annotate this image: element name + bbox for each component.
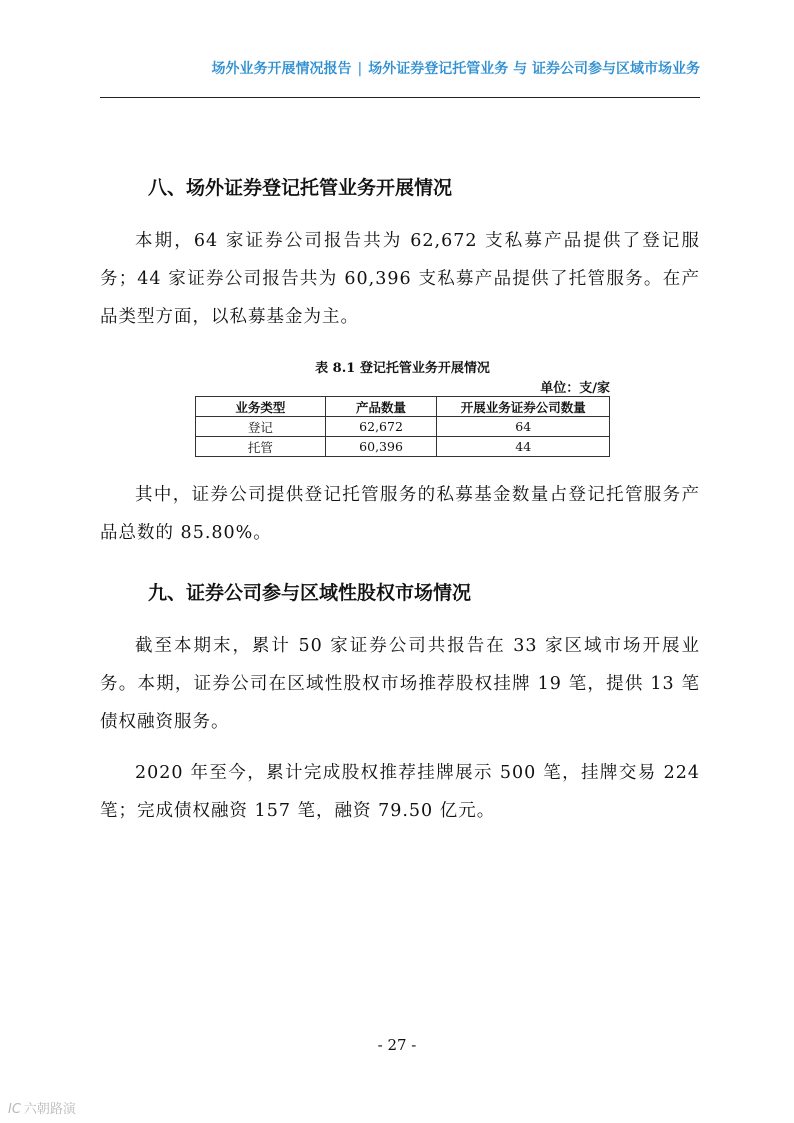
cell-firm-count: 44 [437,437,610,457]
section-9-paragraph-1: 截至本期末，累计 50 家证券公司共报告在 33 家区域市场开展业务。本期，证券公司在区域性股权市场推荐股权挂牌 19 笔，提供 13 笔债权融资服务。 [100,636,700,732]
cell-firm-count: 64 [437,417,610,437]
table-row [196,437,610,457]
custody-share-paragraph: 其中，证券公司提供登记托管服务的私募基金数量占登记托管服务产品总数的 85.80%。 [100,485,700,543]
header-firm-count: 开展业务证券公司数量 [437,397,610,417]
header-product-count: 产品数量 [325,397,437,417]
header-divider [100,97,700,98]
running-header [100,58,700,78]
table-row [196,417,610,437]
header-separator: | [357,61,363,77]
section-9-paragraph-2: 2020 年至今，累计完成股权推荐挂牌展示 500 笔，挂牌交易 224 笔；完成债权融资 157 笔，融资 79.50 亿元。 [100,763,700,821]
header-report-title: 场外业务开展情况报告 [211,61,352,77]
watermark-text: 六朝路演 [23,1102,76,1117]
section-8-paragraph: 本期，64 家证券公司报告共为 62,672 支私募产品提供了登记服务；44 家证券公司报告共为 60,396 支私募产品提供了托管服务。在产品类型方面，以私募基金为主。 [100,231,700,327]
cell-business-type: 托管 [196,437,326,457]
cell-product-count: 62,672 [325,417,437,437]
cell-business-type: 登记 [196,417,326,437]
header-business-type: 业务类型 [196,397,326,417]
cell-product-count: 60,396 [325,437,437,457]
section-9-title: 九、证券公司参与区域性股权市场情况 [148,582,472,604]
table-header-row [196,397,610,417]
header-section-title: 场外证券登记托管业务 与 证券公司参与区域市场业务 [368,61,700,77]
table-unit: 单位：支/家 [540,381,610,396]
watermark-logo-icon: IC [8,1102,21,1117]
section-8-title: 八、场外证券登记托管业务开展情况 [148,177,453,199]
custody-table [195,396,610,457]
table-title: 表 8.1 登记托管业务开展情况 [315,361,490,376]
watermark [8,1098,76,1117]
page-number: - 27 - [377,1036,417,1054]
